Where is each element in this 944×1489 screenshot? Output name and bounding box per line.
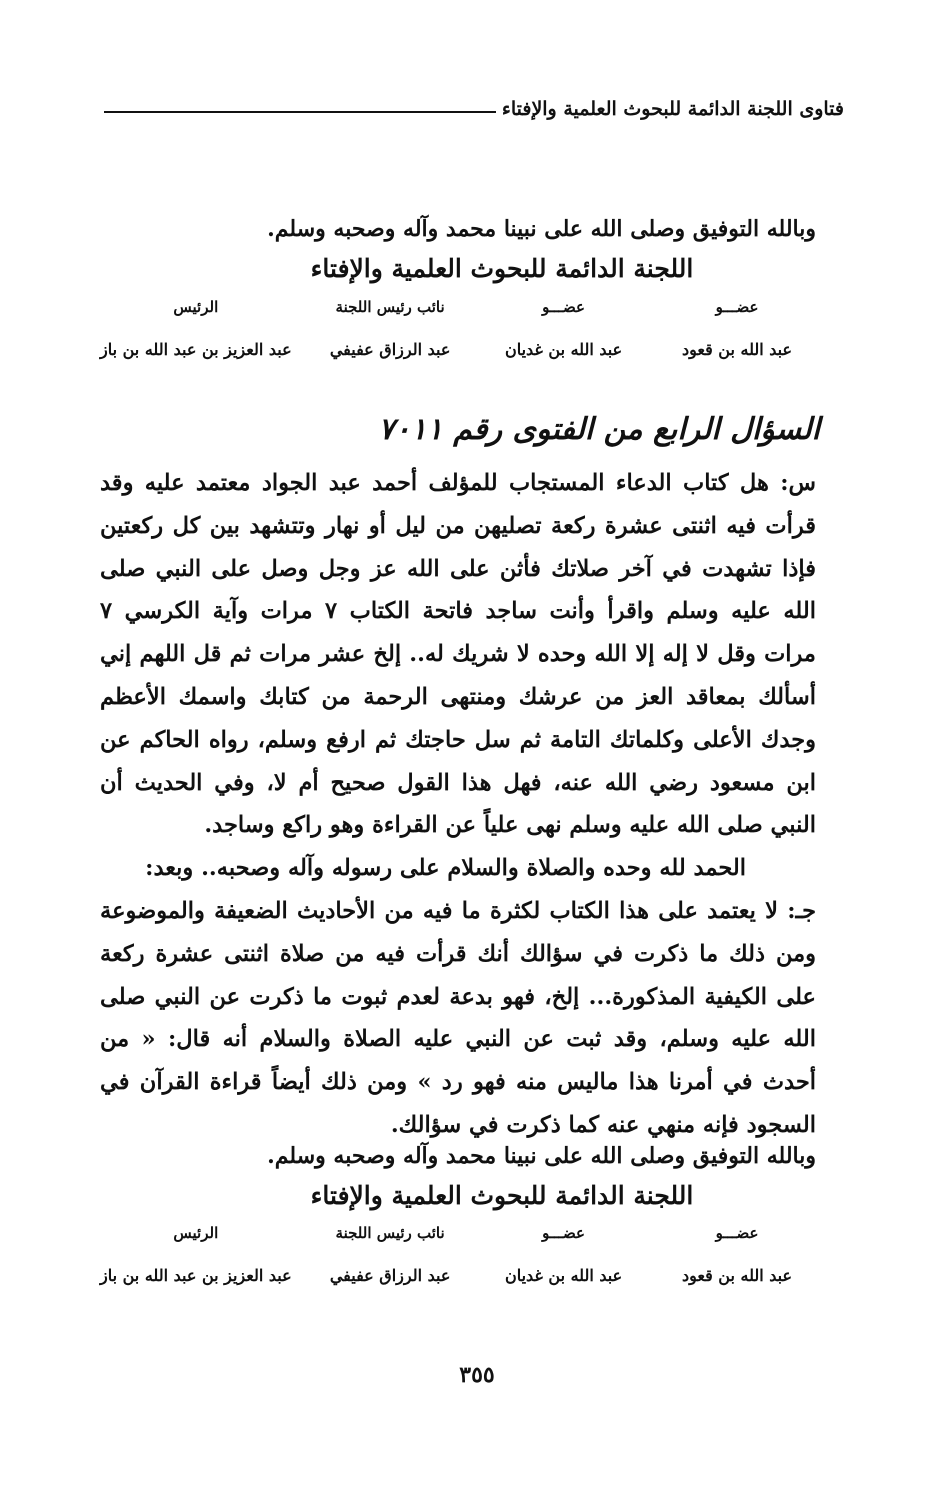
signatory-name: عبد الله بن غديان (504, 340, 623, 359)
signatory-role: عضـــو (715, 298, 759, 316)
signatory-name: عبد العزيز بن عبد الله بن باز (100, 340, 292, 359)
signatory-role: نائب رئيس اللجنة (335, 298, 445, 316)
question-paragraph: س: هل كتاب الدعاء المستجاب للمؤلف أحمد عبد الجواد معتمد عليه وقد قرأت فيه اثنتى عشرة ركعة تصليهن من ليل أو نهار وتتشهد بين كل ركعتين فإذا تشهدت في آخر صلاتك فأثن على الله عز وجل وصل على النبي صلى الله عليه وسلم واقرأ وأنت ساجد فاتحة الكتاب ٧ مرات وآية الكرسي ٧ مرات وقل لا إله إلا الله وحده لا شريك له.. إلخ عشر مرات ثم قل اللهم إني أسألك بمعاقد العز من عرشك ومنتهى الرحمة من كتابك واسمك الأعظم وجدك الأعلى وكلماتك التامة ثم سل حاجتك ثم ارفع وسلم، رواه الحاكم عن ابن مسعود رضي الله عنه، فهل هذا القول صحيح أم لا، وفي الحديث أن النبي صلى الله عليه وسلم نهى علياً عن القراءة وهو راكع وساجد. (100, 470, 816, 839)
signatory-name: عبد الله بن قعود (681, 1266, 793, 1285)
signatory-role: نائب رئيس اللجنة (335, 1224, 445, 1242)
signatory (100, 298, 292, 359)
signatory-name: عبد الله بن قعود (681, 340, 793, 359)
answer-paragraph: جـ: لا يعتمد على هذا الكتاب لكثرة ما فيه من الأحاديث الضعيفة والموضوعة ومن ذلك ما ذكرت في سؤالك أنك قرأت فيه من صلاة اثنتى عشرة ركعة على الكيفية المذكورة... إلخ، فهو بدعة لعدم ثبوت ما ذكرت عن النبي صلى الله عليه وسلم، وقد ثبت عن النبي عليه الصلاة والسلام أنه قال: « من أحدث في أمرنا هذا ماليس منه فهو رد » ومن ذلك أيضاً قراءة القرآن في السجود فإنه منهي عنه كما ذكرت في سؤالك. (100, 897, 816, 1138)
signatory-name: عبد العزيز بن عبد الله بن باز (100, 1266, 292, 1285)
signatory (662, 1224, 812, 1285)
signatory (489, 1224, 639, 1285)
signatory-name: عبد الله بن غديان (504, 1266, 623, 1285)
page-number: ٣٥٥ (459, 1362, 495, 1388)
running-title: فتاوى اللجنة الدائمة للبحوث العلمية والإفتاء (501, 98, 844, 120)
signatory-role: عضـــو (542, 1224, 585, 1242)
signatory-role: عضـــو (542, 298, 585, 316)
closing-line-top: وبالله التوفيق وصلى الله على نبينا محمد وآله وصحبه وسلم. (267, 216, 816, 242)
signatory-role: الرئيس (173, 1224, 219, 1242)
signatory (315, 1224, 465, 1285)
signatory-name: عبد الرزاق عفيفي (329, 340, 451, 359)
signatures-top (100, 298, 812, 359)
praise-paragraph: الحمد لله وحده والصلاة والسلام على رسوله وآله وصحبه.. وبعد: (145, 855, 746, 882)
fatwa-title: السؤال الرابع من الفتوى رقم ٧٠١١ (378, 412, 820, 447)
header-rule (104, 111, 496, 113)
signatory (489, 298, 639, 359)
signatory-role: الرئيس (173, 298, 219, 316)
signatory-role: عضـــو (715, 1224, 759, 1242)
committee-name-top: اللجنة الدائمة للبحوث العلمية والإفتاء (310, 254, 694, 283)
fatwa-body (100, 462, 816, 1147)
signatory (662, 298, 812, 359)
running-header (104, 98, 844, 120)
committee-name-bottom: اللجنة الدائمة للبحوث العلمية والإفتاء (310, 1181, 694, 1210)
signatures-bottom (100, 1224, 812, 1285)
signatory (315, 298, 465, 359)
signatory-name: عبد الرزاق عفيفي (329, 1266, 451, 1285)
closing-line-bottom: وبالله التوفيق وصلى الله على نبينا محمد وآله وصحبه وسلم. (267, 1143, 816, 1169)
signatory (100, 1224, 292, 1285)
